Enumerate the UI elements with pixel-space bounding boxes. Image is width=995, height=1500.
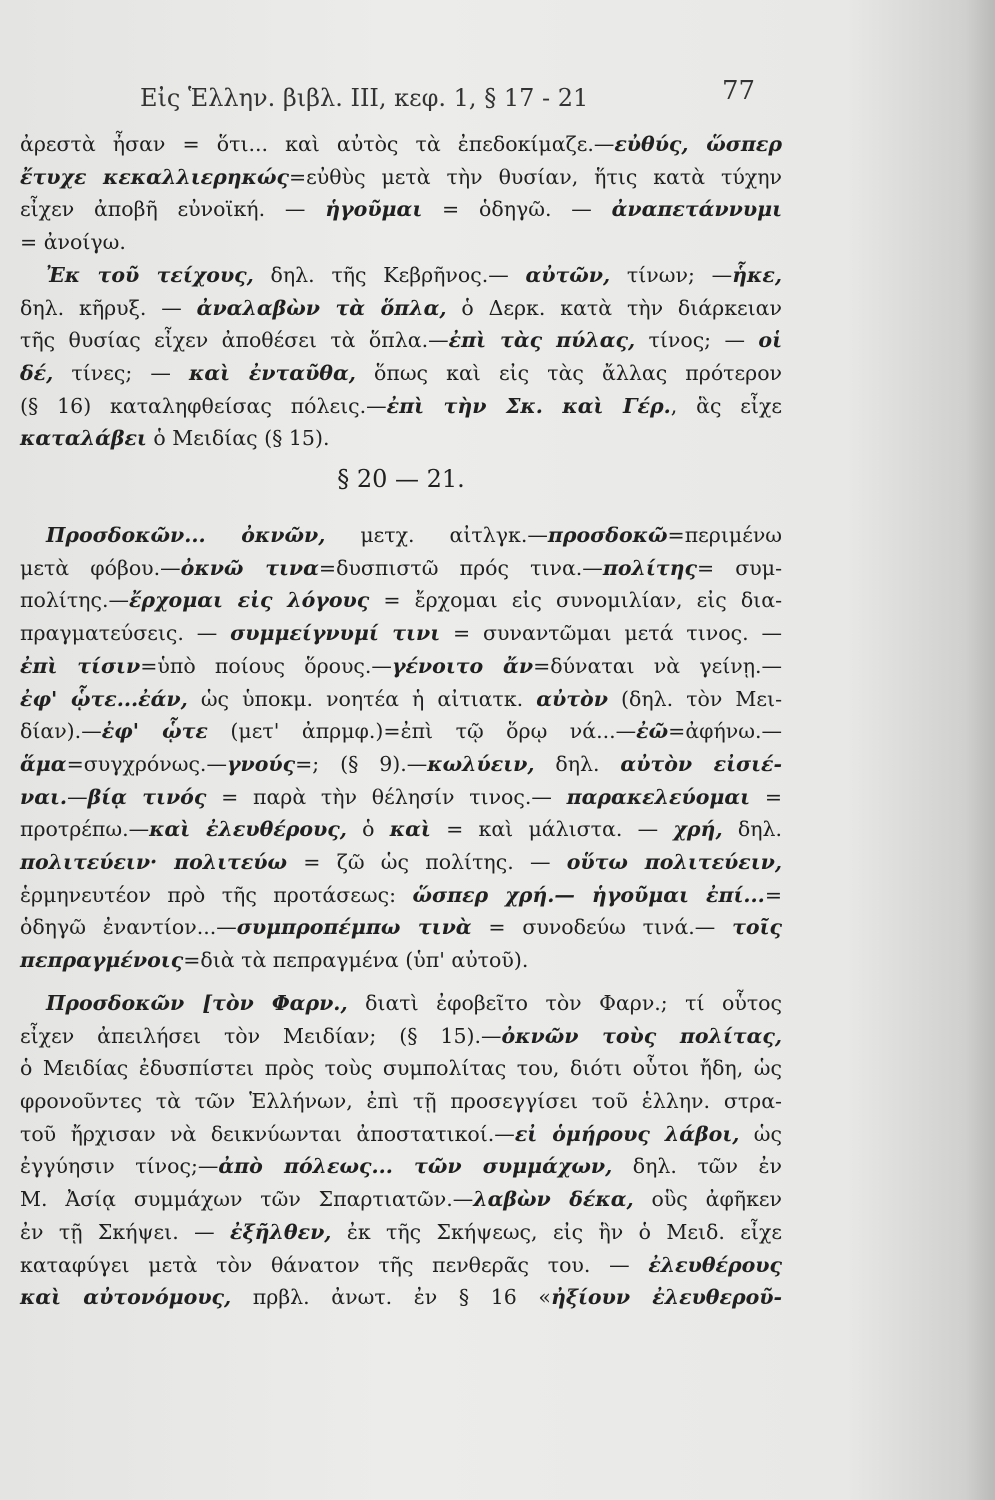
gloss-text: τίνος; — [635,328,759,353]
gloss-text: =ὑπὸ ποίους ὅρους.— [140,653,392,678]
lemma-term: προσδοκῶ [547,523,668,548]
gloss-text: τίνων; — [610,262,733,287]
gloss-text: =; (§ 9).— [295,751,428,776]
gloss-text: μετχ. αἰτλγκ.— [325,523,548,548]
lemma-term: ὀκνῶ τινα [180,555,319,580]
gloss-text: ἐγγύησιν τίνος;— [20,1154,219,1179]
text-line [20,813,782,846]
text-line [20,1249,782,1282]
paragraph-prosdokon-okn [20,519,782,977]
gloss-text: δηλ. [722,817,782,842]
lemma-term: πολιτεύειν· πολιτεύω [20,850,288,875]
text-line [20,1118,782,1151]
lemma-term: Προσδοκῶν [τὸν Φαρν., [46,990,348,1015]
text-line [20,1150,782,1183]
lemma-term: καὶ αὐτονόμους, [20,1285,232,1310]
lemma-term: ἐξῆλθεν, [230,1219,332,1244]
gloss-text: = ἔρχομαι εἰς συνομιλίαν, εἰς δια- [369,588,782,613]
text-line [20,161,782,194]
gloss-text: =δύναται νὰ γείνῃ.— [533,653,782,678]
lemma-term: καὶ ἐλευθέρους, [149,817,347,842]
gloss-text: ὡς ὑποκμ. νοητέα ἡ αἰτιατκ. [187,686,537,711]
lemma-term: ἀπὸ πόλεως... τῶν συμμάχων, [218,1154,613,1179]
gloss-text: τίνες; — [53,360,190,385]
gloss-text: πραγματεύσεις. — [20,621,231,646]
lemma-term: ἐπὶ τὰς πύλας, [448,328,636,353]
lemma-term: Ἐκ τοῦ τείχους, [46,262,254,287]
gloss-text: διατὶ ἐφοβεῖτο τὸν Φαρν.; τί οὗτος [347,990,782,1015]
lemma-term: αὐτὸν [536,686,608,711]
gloss-text: (δηλ. τὸν Μει- [607,686,783,711]
lemma-term: ἐφ' ᾧτε [101,719,208,744]
text-line [20,1085,782,1118]
text-line [20,1183,782,1216]
lemma-term: ὥσπερ χρή.— ἡγοῦμαι ἐπί... [412,882,765,907]
paragraph-gap [20,977,782,987]
lemma-term: πεπραγμένοις [20,948,184,973]
text-line [20,781,782,814]
page-number: 77 [722,76,756,106]
text-line [20,879,782,912]
lemma-term: ναι. [20,784,68,809]
gloss-text: ὁ Μειδίας (§ 15). [146,426,330,451]
gloss-text: = ζῶ ὡς πολίτης. — [287,850,567,875]
lemma-term: ἐπὶ τίσιν [20,653,141,678]
lemma-term: ἔτυχε κεκαλλιερηκώς [20,164,289,189]
gloss-text: πρβλ. ἀνωτ. ἐν § 16 « [231,1285,551,1310]
lemma-term: οἱ [758,328,782,353]
page-body [20,128,782,1314]
text-line [20,292,782,325]
lemma-term: ἅμα [20,751,67,776]
gloss-text: πολίτης.— [20,588,129,613]
text-line [20,324,782,357]
lemma-term: αὐτῶν, [525,262,611,287]
text-line [20,1020,782,1053]
lemma-term: συμπροπέμπω τινὰ [236,915,472,940]
paragraph-ek-tou-teichous [20,259,782,455]
lemma-term: ἐπὶ τὴν Σκ. καὶ Γέρ. [386,393,671,418]
text-line [20,519,782,552]
gloss-text: — [67,784,88,809]
text-line [20,1052,782,1085]
gloss-text: δηλ. [534,751,621,776]
gloss-text: (μετ' ἀπρμφ.)=ἐπὶ τῷ ὅρῳ νά...— [207,719,637,744]
lemma-term: εὐθύς, ὥσπερ [614,132,783,156]
lemma-term: καὶ ἐνταῦθα, [189,360,356,385]
gloss-text: = συναντῶμαι μετά τινος. — [440,621,782,646]
gloss-text: οὓς ἀφῆκεν [633,1187,782,1212]
gloss-text: =περιμένω [667,523,782,548]
text-line [20,552,782,585]
running-title: Εἰς Ἑλλην. βιβλ. III, κεφ. 1, § 17 - 21 [140,84,589,112]
gloss-text: (§ 16) καταληφθείσας πόλεις.— [20,393,387,418]
lemma-term: γνούς [226,751,296,776]
lemma-term: καταλάβει [20,426,147,451]
lemma-term: τοῖς [732,915,783,940]
gloss-text: = [764,882,782,907]
text-line [20,846,782,879]
lemma-term: λαβὼν δέκα, [473,1187,634,1212]
text-line [20,617,782,650]
lemma-term: εἰ ὁμήρους λάβοι, [514,1121,740,1146]
gloss-text: εἶχεν ἀποβῆ εὐνοϊκή. — [20,197,326,222]
text-line [20,128,782,161]
gloss-text: = ἀνοίγω. [20,230,126,255]
text-line [20,1216,782,1249]
gloss-text: = παρὰ τὴν θέλησίν τινος.— [206,784,567,809]
text-line [20,987,782,1020]
gloss-text: = συνοδεύω τινά.— [471,915,733,940]
gloss-text: καταφύγει μετὰ τὸν θάνατον τῆς πενθερᾶς του. — [20,1252,649,1277]
text-line [20,259,782,292]
text-line [20,357,782,390]
lemma-term: ἀναπετάννυμι [611,197,782,222]
section-heading: § 20 — 21. [337,465,465,494]
text-line [20,683,782,716]
lemma-term: ἧκε, [732,262,782,287]
lemma-term: ἔρχομαι εἰς λόγους [128,588,370,613]
lemma-term: ὀκνῶν τοὺς πολίτας, [501,1023,782,1048]
gloss-text: τῆς θυσίας εἶχεν ἀποθέσει τὰ ὅπλα.— [20,328,449,353]
paragraph-commentary-17-19-end [20,128,782,259]
text-line [20,911,782,944]
lemma-term: ἀναλαβὼν τὰ ὅπλα, [196,295,447,320]
text-line [20,193,782,226]
gloss-text: προτρέπω.— [20,817,150,842]
gloss-text: = ὁδηγῶ. — [422,197,612,222]
lemma-term: κωλύειν, [427,751,535,776]
lemma-term: οὕτω πολιτεύειν, [566,850,782,875]
text-line [20,715,782,748]
text-line [20,226,782,259]
gloss-text: = συμ- [696,555,782,580]
gloss-text: ἐν τῇ Σκήψει. — [20,1219,231,1244]
gloss-text: δηλ. τῶν ἐν [612,1154,782,1179]
gloss-text: ὁδηγῶ ἐναντίον...— [20,915,237,940]
gloss-text: ὁ [346,817,390,842]
gloss-text: ὁ Δερκ. κατὰ τὴν διάρκειαν [446,295,782,320]
text-line [20,748,782,781]
lemma-term: Προσδοκῶν... ὀκνῶν, [46,523,326,548]
gloss-text: ὅπως καὶ εἰς τὰς ἄλλας πρότερον [355,360,782,385]
lemma-term: συμμείγνυμί τινι [230,621,441,646]
lemma-term: ἐῶ [636,719,669,744]
gloss-text: =συγχρόνως.— [66,751,227,776]
lemma-term: καὶ [389,817,431,842]
gloss-text: ἐκ τῆς Σκήψεως, εἰς ἣν ὁ Μειδ. εἶχε [331,1219,783,1244]
text-line [20,650,782,683]
gloss-text: ὁ Μειδίας ἐδυσπίστει πρὸς τοὺς συμπολίτας του, διότι οὗτοι ἤδη, ὡς [20,1056,782,1081]
gloss-text: δηλ. τῆς Κεβρῆνος.— [253,262,526,287]
gloss-text: τοῦ ἤρχισαν νὰ δεικνύωνται ἀποστατικοί.— [20,1121,515,1146]
lemma-term: δέ, [20,360,54,385]
lemma-term: παρακελεύομαι [566,784,751,809]
text-line [20,422,782,455]
paragraph-prosdokon-ton-farn [20,987,782,1314]
gloss-text: ὡς [739,1121,782,1146]
lemma-term: ἐλευθέρους [648,1252,782,1277]
gloss-text: μετὰ φόβου.— [20,555,181,580]
gloss-text: = καὶ μάλιστα. — [430,817,674,842]
lemma-term: ἠξίουν ἐλευθεροῦ- [550,1285,782,1310]
gloss-text: , ἃς εἶχε [670,393,783,418]
gloss-text: ἑρμηνευτέον πρὸ τῆς προτάσεως: [20,882,413,907]
gloss-text: =δυσπιστῶ πρός τινα.— [318,555,603,580]
gloss-text: φρονοῦντες τὰ τῶν Ἑλλήνων, ἐπὶ τῇ προσεγγίσει τοῦ ἑλλην. στρα- [20,1088,782,1113]
lemma-term: ἐφ' ᾧτε...ἐάν, [20,686,188,711]
gloss-text: δίαν).— [20,719,102,744]
lemma-term: βίᾳ τινός [87,784,207,809]
gloss-text: Μ. Ἀσίᾳ συμμάχων τῶν Σπαρτιατῶν.— [20,1187,474,1212]
gloss-text: =ἀφήνω.— [668,719,782,744]
lemma-term: ἡγοῦμαι [325,197,423,222]
lemma-term: πολίτης [602,555,697,580]
lemma-term: χρή, [673,817,723,842]
lemma-term: αὐτὸν εἰσιέ- [620,751,783,776]
gloss-text: δηλ. κῆρυξ. — [20,295,197,320]
text-line [20,584,782,617]
gloss-text: =διὰ τὰ πεπραγμένα (ὑπ' αὐτοῦ). [183,948,529,973]
gloss-text: =εὐθὺς μετὰ τὴν θυσίαν, ἥτις κατὰ τύχην [289,164,782,189]
lemma-term: γένοιτο ἄν [391,653,534,678]
text-line [20,944,782,977]
text-line [20,1281,782,1314]
gloss-text: εἶχεν ἀπειλήσει τὸν Μειδίαν; (§ 15).— [20,1023,502,1048]
gloss-text: = [750,784,782,809]
text-line [20,390,782,423]
gloss-text: ἀρεστὰ ἦσαν = ὅτι... καὶ αὐτὸς τὰ ἐπεδοκίμαζε.— [20,132,615,156]
